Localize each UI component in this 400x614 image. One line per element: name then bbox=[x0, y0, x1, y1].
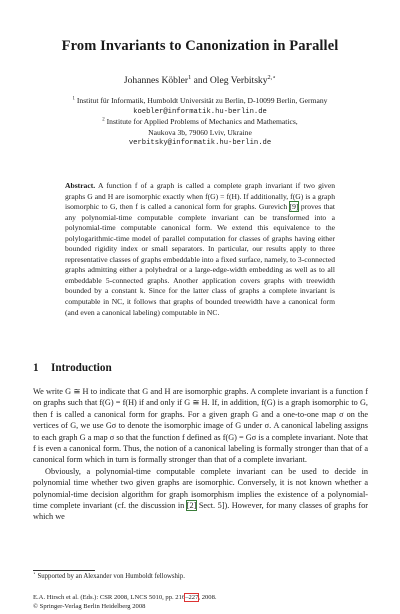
footnote-rule bbox=[33, 570, 95, 571]
page-range-link[interactable]: –227 bbox=[185, 594, 199, 601]
author-verbitsky-mark: 2,⋆ bbox=[267, 73, 277, 81]
affiliation-2-address: Naukova 3b, 79060 Lviv, Ukraine bbox=[148, 127, 252, 137]
body-text bbox=[33, 386, 368, 523]
citation-link-2[interactable]: [2] bbox=[186, 501, 197, 511]
affiliation-1-mark: 1 bbox=[72, 96, 75, 102]
paragraph-2-text-1: Obviously, a polynomial-time computable complete invariant can be used to decide in polynomial time whether two given graphs are isomorphic. Conversely, it is not known whether a polynomial-time decision algorithm for graph isomorphism implies the existence of a polynomial-time complete invariant (cf. the discussion in bbox=[33, 466, 368, 511]
paragraph-1: We write G ≅ H to indicate that G and H are isomorphic graphs. A complete invariant is a function f on graphs such that f(G) = f(H) if and only if G ≅ H. If, in addition, f(G) is a graph isomorphic to G, then f is called a canonical form for graphs. For a given graph G and a one-to-one map σ on the vertices of G, we use Gσ to denote the isomorphic image of G under σ. A canonical labeling assigns to each graph G a map σ so that the function f defined as f(G) = Gσ is a complete invariant. Note that f is even a canonical form. Thus, the notion of a canonical labeling is formally stronger than that of a canonical form which in turn is formally stronger than that of a complete invariant. bbox=[33, 387, 368, 465]
copyright-line: © Springer-Verlag Berlin Heidelberg 2008 bbox=[33, 602, 146, 610]
abstract-label: Abstract. bbox=[65, 181, 96, 190]
paper-title: From Invariants to Canonization in Parallel bbox=[61, 38, 339, 54]
citation-link-9[interactable]: [9] bbox=[289, 202, 299, 212]
publication-line-1 bbox=[33, 594, 217, 603]
affiliation-1-email[interactable]: koebler@informatik.hu-berlin.de bbox=[133, 107, 267, 116]
footnote bbox=[33, 570, 185, 580]
affiliation-2-mark: 2 bbox=[102, 117, 105, 123]
affiliation-2 bbox=[30, 117, 370, 128]
author-verbitsky: Oleg Verbitsky bbox=[209, 75, 268, 86]
author-kobler-mark: 1 bbox=[188, 73, 192, 81]
affiliation-1-text: Institut für Informatik, Humboldt Universität zu Berlin, D-10099 Berlin, Germany bbox=[76, 96, 328, 105]
abstract-text-1: A function f of a graph is called a complete graph invariant if two given graphs G and H are isomorphic exactly when f(G) = f(H). If additionally, f(G) is a graph isomorphic to G, then f is called a canonical form for graphs. Gurevich bbox=[65, 181, 335, 212]
section-title: Introduction bbox=[51, 362, 112, 374]
affiliation-1 bbox=[30, 96, 370, 107]
abstract-text-2: proves that any polynomial-time computable complete invariant can be transformed into a polynomial-time computable canonical form. We extend this equivalence to the polylogarithmic-time model of parallel computation for classes of graphs having either bounded rigidity index or small separators. In particular, our results apply to three representative classes of graphs embeddable into a fixed surface, namely, to 3-connected graphs admitting either a polyhedral or a large-edge-width embedding as well as to all embeddable 5-connected graphs. Another application covers graphs with treewidth bounded by a constant k. Since for the latter class of graphs a complete invariant is computable in NC, it follows that graphs of bounded treewidth have a canonical form (and even a canonical labeling) computable in NC. bbox=[65, 202, 335, 317]
publication-info bbox=[33, 594, 217, 611]
footnote-text: Supported by an Alexander von Humboldt fellowship. bbox=[37, 573, 185, 580]
affiliations bbox=[30, 96, 370, 149]
publication-citation: E.A. Hirsch et al. (Eds.): CSR 2008, LNCS 5010, pp. 216 bbox=[33, 594, 186, 601]
publication-year: , 2008. bbox=[198, 594, 217, 601]
author-line bbox=[0, 75, 400, 86]
abstract bbox=[65, 181, 335, 318]
affiliation-2-text: Institute for Applied Problems of Mechanics and Mathematics, bbox=[106, 117, 298, 126]
section-heading bbox=[33, 362, 112, 374]
section-number: 1 bbox=[33, 362, 39, 374]
affiliation-2-email[interactable]: verbitsky@informatik.hu-berlin.de bbox=[128, 139, 272, 147]
author-kobler: Johannes Köbler bbox=[123, 75, 189, 86]
footnote-mark: ⋆ bbox=[33, 570, 36, 576]
paragraph-2-text-2: Sect. 5]). However, for many classes of graphs for which we bbox=[33, 501, 368, 522]
author-separator: and bbox=[191, 75, 210, 86]
paragraph-2 bbox=[33, 466, 368, 523]
